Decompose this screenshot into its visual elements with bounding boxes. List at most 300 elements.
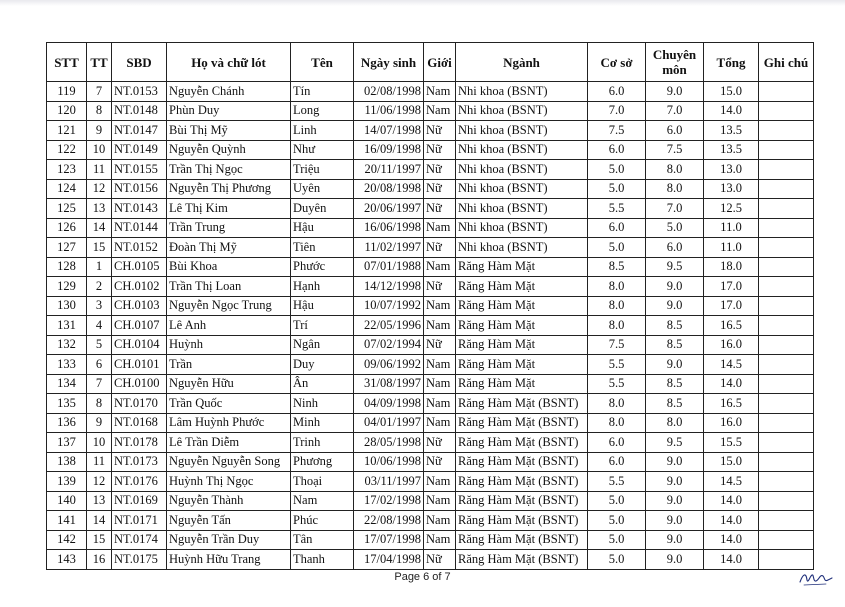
cell-stt: 124 bbox=[47, 179, 87, 199]
cell-stt: 128 bbox=[47, 257, 87, 277]
cell-sbd: CH.0104 bbox=[112, 335, 167, 355]
cell-ngaysinh: 22/08/1998 bbox=[354, 511, 424, 531]
cell-chuyenmon: 9.0 bbox=[646, 82, 704, 102]
cell-ngaysinh: 04/09/1998 bbox=[354, 394, 424, 414]
cell-ho: Nguyễn Ngọc Trung bbox=[167, 296, 291, 316]
cell-tong: 14.0 bbox=[704, 550, 759, 570]
results-table bbox=[46, 42, 814, 570]
cell-sbd: NT.0148 bbox=[112, 101, 167, 121]
cell-chuyenmon: 9.0 bbox=[646, 452, 704, 472]
cell-ten: Linh bbox=[291, 121, 354, 141]
col-header-sbd: SBD bbox=[112, 43, 167, 82]
cell-tt: 13 bbox=[87, 491, 112, 511]
cell-tong: 15.5 bbox=[704, 433, 759, 453]
cell-chuyenmon: 8.5 bbox=[646, 374, 704, 394]
cell-nganh: Nhi khoa (BSNT) bbox=[456, 121, 588, 141]
cell-ten: Phương bbox=[291, 452, 354, 472]
cell-tt: 8 bbox=[87, 394, 112, 414]
cell-tong: 14.5 bbox=[704, 472, 759, 492]
cell-chuyenmon: 6.0 bbox=[646, 121, 704, 141]
cell-sbd: NT.0174 bbox=[112, 530, 167, 550]
cell-coso: 7.0 bbox=[588, 101, 646, 121]
cell-stt: 134 bbox=[47, 374, 87, 394]
cell-ten: Phúc bbox=[291, 511, 354, 531]
cell-sbd: NT.0156 bbox=[112, 179, 167, 199]
cell-tong: 12.5 bbox=[704, 199, 759, 219]
cell-ho: Lê Trần Diễm bbox=[167, 433, 291, 453]
cell-ngaysinh: 28/05/1998 bbox=[354, 433, 424, 453]
cell-nganh: Nhi khoa (BSNT) bbox=[456, 199, 588, 219]
table-row bbox=[47, 238, 814, 258]
cell-chuyenmon: 7.5 bbox=[646, 140, 704, 160]
cell-coso: 5.0 bbox=[588, 238, 646, 258]
cell-ngaysinh: 11/02/1997 bbox=[354, 238, 424, 258]
table-row bbox=[47, 433, 814, 453]
cell-ghichu bbox=[759, 355, 814, 375]
cell-ghichu bbox=[759, 511, 814, 531]
cell-ho: Trần Trung bbox=[167, 218, 291, 238]
table-row bbox=[47, 491, 814, 511]
cell-ghichu bbox=[759, 199, 814, 219]
cell-stt: 125 bbox=[47, 199, 87, 219]
table-row bbox=[47, 530, 814, 550]
cell-nganh: Răng Hàm Mặt (BSNT) bbox=[456, 452, 588, 472]
cell-ghichu bbox=[759, 296, 814, 316]
cell-sbd: NT.0170 bbox=[112, 394, 167, 414]
cell-ho: Phùn Duy bbox=[167, 101, 291, 121]
cell-coso: 6.0 bbox=[588, 433, 646, 453]
cell-stt: 127 bbox=[47, 238, 87, 258]
cell-ghichu bbox=[759, 452, 814, 472]
cell-tt: 15 bbox=[87, 530, 112, 550]
table-row bbox=[47, 179, 814, 199]
cell-nganh: Nhi khoa (BSNT) bbox=[456, 140, 588, 160]
cell-gioi: Nữ bbox=[424, 121, 456, 141]
cell-ghichu bbox=[759, 82, 814, 102]
cell-ten: Duyên bbox=[291, 199, 354, 219]
table-row bbox=[47, 277, 814, 297]
table-row bbox=[47, 296, 814, 316]
table-row bbox=[47, 374, 814, 394]
cell-coso: 8.0 bbox=[588, 277, 646, 297]
cell-gioi: Nam bbox=[424, 257, 456, 277]
cell-tt: 10 bbox=[87, 140, 112, 160]
cell-stt: 143 bbox=[47, 550, 87, 570]
cell-nganh: Răng Hàm Mặt (BSNT) bbox=[456, 530, 588, 550]
cell-gioi: Nữ bbox=[424, 335, 456, 355]
col-header-nganh: Ngành bbox=[456, 43, 588, 82]
col-header-ten: Tên bbox=[291, 43, 354, 82]
cell-stt: 119 bbox=[47, 82, 87, 102]
cell-sbd: CH.0103 bbox=[112, 296, 167, 316]
cell-tt: 2 bbox=[87, 277, 112, 297]
cell-gioi: Nữ bbox=[424, 199, 456, 219]
cell-ten: Long bbox=[291, 101, 354, 121]
cell-stt: 131 bbox=[47, 316, 87, 336]
cell-nganh: Răng Hàm Mặt bbox=[456, 335, 588, 355]
cell-coso: 5.0 bbox=[588, 530, 646, 550]
cell-chuyenmon: 6.0 bbox=[646, 238, 704, 258]
col-header-tong: Tổng bbox=[704, 43, 759, 82]
cell-ngaysinh: 11/06/1998 bbox=[354, 101, 424, 121]
col-header-gioi: Giới bbox=[424, 43, 456, 82]
col-header-ho: Họ và chữ lót bbox=[167, 43, 291, 82]
cell-stt: 138 bbox=[47, 452, 87, 472]
cell-nganh: Răng Hàm Mặt (BSNT) bbox=[456, 511, 588, 531]
signature-icon bbox=[798, 566, 834, 588]
table-row bbox=[47, 394, 814, 414]
cell-tt: 15 bbox=[87, 238, 112, 258]
cell-stt: 129 bbox=[47, 277, 87, 297]
cell-ho: Trần Quốc bbox=[167, 394, 291, 414]
cell-ten: Thoại bbox=[291, 472, 354, 492]
cell-chuyenmon: 9.0 bbox=[646, 530, 704, 550]
cell-ghichu bbox=[759, 218, 814, 238]
cell-ghichu bbox=[759, 257, 814, 277]
cell-ngaysinh: 02/08/1998 bbox=[354, 82, 424, 102]
cell-chuyenmon: 9.0 bbox=[646, 491, 704, 511]
cell-ngaysinh: 14/12/1998 bbox=[354, 277, 424, 297]
cell-gioi: Nam bbox=[424, 530, 456, 550]
cell-nganh: Răng Hàm Mặt (BSNT) bbox=[456, 433, 588, 453]
cell-coso: 8.0 bbox=[588, 296, 646, 316]
cell-coso: 5.5 bbox=[588, 199, 646, 219]
cell-nganh: Nhi khoa (BSNT) bbox=[456, 218, 588, 238]
table-row bbox=[47, 316, 814, 336]
cell-chuyenmon: 7.0 bbox=[646, 199, 704, 219]
cell-tong: 16.0 bbox=[704, 413, 759, 433]
cell-gioi: Nam bbox=[424, 374, 456, 394]
cell-ghichu bbox=[759, 160, 814, 180]
cell-ho: Trần Thị Ngọc bbox=[167, 160, 291, 180]
cell-ngaysinh: 31/08/1997 bbox=[354, 374, 424, 394]
cell-ngaysinh: 16/09/1998 bbox=[354, 140, 424, 160]
cell-gioi: Nữ bbox=[424, 238, 456, 258]
cell-ho: Huỳnh Hữu Trang bbox=[167, 550, 291, 570]
cell-tt: 6 bbox=[87, 355, 112, 375]
cell-gioi: Nam bbox=[424, 82, 456, 102]
cell-sbd: CH.0107 bbox=[112, 316, 167, 336]
cell-stt: 126 bbox=[47, 218, 87, 238]
cell-nganh: Răng Hàm Mặt bbox=[456, 316, 588, 336]
cell-ten: Tân bbox=[291, 530, 354, 550]
cell-sbd: NT.0169 bbox=[112, 491, 167, 511]
cell-nganh: Răng Hàm Mặt (BSNT) bbox=[456, 491, 588, 511]
scan-edge-shadow bbox=[0, 0, 845, 6]
cell-sbd: NT.0153 bbox=[112, 82, 167, 102]
cell-ngaysinh: 04/01/1997 bbox=[354, 413, 424, 433]
cell-tong: 16.5 bbox=[704, 394, 759, 414]
cell-ghichu bbox=[759, 413, 814, 433]
table-row bbox=[47, 218, 814, 238]
cell-ngaysinh: 09/06/1992 bbox=[354, 355, 424, 375]
cell-chuyenmon: 9.0 bbox=[646, 296, 704, 316]
cell-tong: 13.0 bbox=[704, 179, 759, 199]
cell-stt: 140 bbox=[47, 491, 87, 511]
cell-tong: 14.0 bbox=[704, 530, 759, 550]
page-number: Page 6 of 7 bbox=[394, 571, 451, 583]
cell-ghichu bbox=[759, 316, 814, 336]
cell-gioi: Nữ bbox=[424, 160, 456, 180]
cell-tong: 17.0 bbox=[704, 296, 759, 316]
cell-nganh: Răng Hàm Mặt (BSNT) bbox=[456, 472, 588, 492]
cell-tong: 11.0 bbox=[704, 238, 759, 258]
cell-ghichu bbox=[759, 530, 814, 550]
cell-ho: Nguyễn Thị Phương bbox=[167, 179, 291, 199]
cell-ho: Nguyễn Hữu bbox=[167, 374, 291, 394]
col-header-stt: STT bbox=[47, 43, 87, 82]
cell-nganh: Răng Hàm Mặt bbox=[456, 257, 588, 277]
cell-coso: 5.5 bbox=[588, 472, 646, 492]
cell-tong: 13.5 bbox=[704, 140, 759, 160]
cell-gioi: Nam bbox=[424, 218, 456, 238]
cell-coso: 5.0 bbox=[588, 511, 646, 531]
col-header-tt: TT bbox=[87, 43, 112, 82]
table-row bbox=[47, 257, 814, 277]
cell-sbd: NT.0155 bbox=[112, 160, 167, 180]
cell-tong: 15.0 bbox=[704, 452, 759, 472]
cell-stt: 130 bbox=[47, 296, 87, 316]
col-header-ghichu: Ghi chú bbox=[759, 43, 814, 82]
cell-gioi: Nam bbox=[424, 394, 456, 414]
cell-ngaysinh: 07/02/1994 bbox=[354, 335, 424, 355]
cell-ghichu bbox=[759, 335, 814, 355]
cell-chuyenmon: 8.0 bbox=[646, 413, 704, 433]
cell-ten: Trí bbox=[291, 316, 354, 336]
cell-stt: 137 bbox=[47, 433, 87, 453]
cell-ghichu bbox=[759, 374, 814, 394]
cell-tt: 14 bbox=[87, 511, 112, 531]
cell-coso: 5.0 bbox=[588, 160, 646, 180]
cell-coso: 5.0 bbox=[588, 550, 646, 570]
cell-chuyenmon: 9.0 bbox=[646, 355, 704, 375]
cell-ghichu bbox=[759, 121, 814, 141]
cell-nganh: Răng Hàm Mặt (BSNT) bbox=[456, 413, 588, 433]
cell-tt: 11 bbox=[87, 160, 112, 180]
cell-ho: Bùi Khoa bbox=[167, 257, 291, 277]
cell-stt: 121 bbox=[47, 121, 87, 141]
cell-sbd: NT.0147 bbox=[112, 121, 167, 141]
cell-ten: Ngân bbox=[291, 335, 354, 355]
cell-ten: Hậu bbox=[291, 218, 354, 238]
cell-coso: 7.5 bbox=[588, 335, 646, 355]
cell-ten: Trinh bbox=[291, 433, 354, 453]
cell-coso: 6.0 bbox=[588, 82, 646, 102]
cell-nganh: Răng Hàm Mặt (BSNT) bbox=[456, 550, 588, 570]
cell-nganh: Răng Hàm Mặt bbox=[456, 277, 588, 297]
cell-ten: Tiên bbox=[291, 238, 354, 258]
cell-nganh: Răng Hàm Mặt (BSNT) bbox=[456, 394, 588, 414]
cell-coso: 8.5 bbox=[588, 257, 646, 277]
cell-ngaysinh: 03/11/1997 bbox=[354, 472, 424, 492]
cell-ten: Minh bbox=[291, 413, 354, 433]
cell-ten: Nam bbox=[291, 491, 354, 511]
cell-gioi: Nam bbox=[424, 511, 456, 531]
table-row bbox=[47, 121, 814, 141]
cell-ngaysinh: 14/07/1998 bbox=[354, 121, 424, 141]
cell-gioi: Nữ bbox=[424, 550, 456, 570]
col-header-coso: Cơ sở bbox=[588, 43, 646, 82]
cell-ghichu bbox=[759, 238, 814, 258]
cell-chuyenmon: 8.0 bbox=[646, 160, 704, 180]
cell-gioi: Nam bbox=[424, 472, 456, 492]
cell-chuyenmon: 5.0 bbox=[646, 218, 704, 238]
cell-ho: Trần Thị Loan bbox=[167, 277, 291, 297]
cell-stt: 135 bbox=[47, 394, 87, 414]
table-row bbox=[47, 335, 814, 355]
table-row bbox=[47, 160, 814, 180]
cell-ten: Ân bbox=[291, 374, 354, 394]
cell-ngaysinh: 20/08/1998 bbox=[354, 179, 424, 199]
cell-gioi: Nam bbox=[424, 413, 456, 433]
col-header-ngaysinh: Ngày sinh bbox=[354, 43, 424, 82]
cell-sbd: CH.0102 bbox=[112, 277, 167, 297]
cell-ho: Nguyễn Trần Duy bbox=[167, 530, 291, 550]
cell-stt: 133 bbox=[47, 355, 87, 375]
cell-ngaysinh: 16/06/1998 bbox=[354, 218, 424, 238]
cell-ho: Huỳnh bbox=[167, 335, 291, 355]
cell-nganh: Nhi khoa (BSNT) bbox=[456, 238, 588, 258]
cell-coso: 5.5 bbox=[588, 374, 646, 394]
cell-coso: 5.0 bbox=[588, 179, 646, 199]
cell-gioi: Nam bbox=[424, 355, 456, 375]
cell-ngaysinh: 10/06/1998 bbox=[354, 452, 424, 472]
cell-chuyenmon: 9.0 bbox=[646, 277, 704, 297]
col-header-chuyenmon: Chuyên môn bbox=[646, 43, 704, 82]
cell-tt: 7 bbox=[87, 82, 112, 102]
cell-ho: Đoàn Thị Mỹ bbox=[167, 238, 291, 258]
cell-coso: 6.0 bbox=[588, 140, 646, 160]
cell-chuyenmon: 8.5 bbox=[646, 394, 704, 414]
cell-coso: 6.0 bbox=[588, 452, 646, 472]
cell-ten: Phước bbox=[291, 257, 354, 277]
cell-sbd: NT.0173 bbox=[112, 452, 167, 472]
cell-ghichu bbox=[759, 101, 814, 121]
table-row bbox=[47, 413, 814, 433]
cell-ten: Duy bbox=[291, 355, 354, 375]
cell-chuyenmon: 9.5 bbox=[646, 257, 704, 277]
cell-tong: 14.0 bbox=[704, 101, 759, 121]
cell-tt: 7 bbox=[87, 374, 112, 394]
cell-gioi: Nam bbox=[424, 101, 456, 121]
cell-ho: Trần bbox=[167, 355, 291, 375]
table-row bbox=[47, 82, 814, 102]
cell-tt: 12 bbox=[87, 179, 112, 199]
cell-ghichu bbox=[759, 433, 814, 453]
cell-tt: 10 bbox=[87, 433, 112, 453]
cell-gioi: Nữ bbox=[424, 179, 456, 199]
cell-stt: 132 bbox=[47, 335, 87, 355]
cell-tong: 16.5 bbox=[704, 316, 759, 336]
cell-ngaysinh: 10/07/1992 bbox=[354, 296, 424, 316]
cell-tong: 14.0 bbox=[704, 374, 759, 394]
cell-ghichu bbox=[759, 491, 814, 511]
table-row bbox=[47, 199, 814, 219]
table-row bbox=[47, 101, 814, 121]
cell-coso: 5.5 bbox=[588, 355, 646, 375]
cell-tong: 14.0 bbox=[704, 491, 759, 511]
cell-tt: 9 bbox=[87, 121, 112, 141]
cell-sbd: NT.0176 bbox=[112, 472, 167, 492]
cell-tt: 4 bbox=[87, 316, 112, 336]
cell-tong: 16.0 bbox=[704, 335, 759, 355]
cell-sbd: CH.0105 bbox=[112, 257, 167, 277]
cell-coso: 6.0 bbox=[588, 218, 646, 238]
cell-gioi: Nữ bbox=[424, 433, 456, 453]
cell-ten: Triệu bbox=[291, 160, 354, 180]
cell-sbd: NT.0168 bbox=[112, 413, 167, 433]
cell-gioi: Nữ bbox=[424, 277, 456, 297]
cell-chuyenmon: 7.0 bbox=[646, 101, 704, 121]
cell-chuyenmon: 8.5 bbox=[646, 316, 704, 336]
cell-ten: Hậu bbox=[291, 296, 354, 316]
cell-ghichu bbox=[759, 277, 814, 297]
cell-ngaysinh: 17/02/1998 bbox=[354, 491, 424, 511]
cell-chuyenmon: 9.0 bbox=[646, 472, 704, 492]
cell-tt: 9 bbox=[87, 413, 112, 433]
cell-stt: 136 bbox=[47, 413, 87, 433]
cell-tt: 8 bbox=[87, 101, 112, 121]
cell-ghichu bbox=[759, 394, 814, 414]
cell-sbd: NT.0175 bbox=[112, 550, 167, 570]
cell-tt: 1 bbox=[87, 257, 112, 277]
cell-chuyenmon: 8.5 bbox=[646, 335, 704, 355]
cell-chuyenmon: 9.0 bbox=[646, 550, 704, 570]
cell-tong: 17.0 bbox=[704, 277, 759, 297]
table-row bbox=[47, 472, 814, 492]
cell-ghichu bbox=[759, 140, 814, 160]
cell-ten: Như bbox=[291, 140, 354, 160]
cell-chuyenmon: 9.5 bbox=[646, 433, 704, 453]
cell-coso: 8.0 bbox=[588, 316, 646, 336]
cell-sbd: NT.0171 bbox=[112, 511, 167, 531]
cell-ho: Nguyễn Tấn bbox=[167, 511, 291, 531]
cell-nganh: Nhi khoa (BSNT) bbox=[456, 101, 588, 121]
cell-tong: 15.0 bbox=[704, 82, 759, 102]
cell-tt: 11 bbox=[87, 452, 112, 472]
cell-tt: 13 bbox=[87, 199, 112, 219]
cell-nganh: Răng Hàm Mặt bbox=[456, 296, 588, 316]
cell-nganh: Răng Hàm Mặt bbox=[456, 355, 588, 375]
results-sheet bbox=[46, 42, 813, 570]
cell-nganh: Nhi khoa (BSNT) bbox=[456, 160, 588, 180]
cell-gioi: Nam bbox=[424, 491, 456, 511]
cell-tt: 14 bbox=[87, 218, 112, 238]
cell-stt: 141 bbox=[47, 511, 87, 531]
cell-gioi: Nữ bbox=[424, 140, 456, 160]
cell-gioi: Nữ bbox=[424, 452, 456, 472]
cell-coso: 5.0 bbox=[588, 491, 646, 511]
cell-ho: Nguyễn Thành bbox=[167, 491, 291, 511]
cell-ho: Lâm Huỳnh Phước bbox=[167, 413, 291, 433]
cell-ngaysinh: 17/04/1998 bbox=[354, 550, 424, 570]
cell-tong: 14.0 bbox=[704, 511, 759, 531]
cell-gioi: Nam bbox=[424, 316, 456, 336]
cell-stt: 120 bbox=[47, 101, 87, 121]
cell-sbd: NT.0144 bbox=[112, 218, 167, 238]
cell-ngaysinh: 22/05/1996 bbox=[354, 316, 424, 336]
cell-gioi: Nam bbox=[424, 296, 456, 316]
cell-ten: Thanh bbox=[291, 550, 354, 570]
table-header-row bbox=[47, 43, 814, 82]
table-body bbox=[47, 82, 814, 570]
cell-ten: Tín bbox=[291, 82, 354, 102]
cell-ho: Nguyễn Quỳnh bbox=[167, 140, 291, 160]
table-row bbox=[47, 550, 814, 570]
cell-ten: Hạnh bbox=[291, 277, 354, 297]
cell-ho: Lê Anh bbox=[167, 316, 291, 336]
table-row bbox=[47, 355, 814, 375]
